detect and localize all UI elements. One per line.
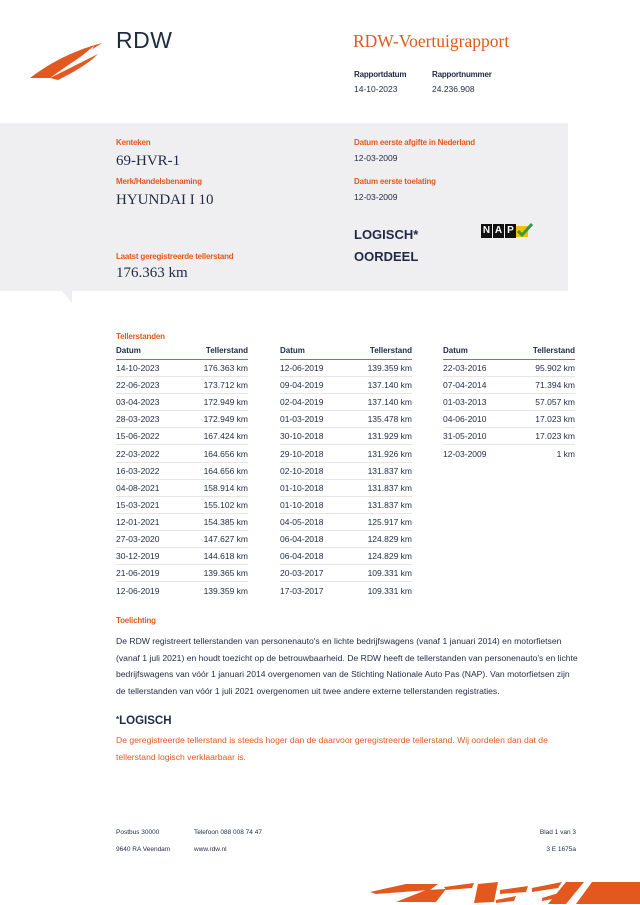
laatst-value: 176.363 km [116, 265, 188, 281]
row-datum: 02-10-2018 [280, 465, 324, 476]
row-datum: 07-04-2014 [443, 380, 487, 391]
table-row [280, 548, 412, 565]
row-tellerstand: 164.656 km [203, 448, 248, 459]
table-row [443, 445, 575, 462]
table-row [280, 428, 412, 445]
table-row [280, 514, 412, 531]
tellerstanden-table-3 [443, 346, 575, 463]
table-row [116, 514, 248, 531]
oordeel-line1: LOGISCH* [354, 227, 419, 242]
row-tellerstand: 131.837 km [367, 499, 412, 510]
table-row [280, 377, 412, 394]
row-datum: 29-10-2018 [280, 448, 324, 459]
nap-letter-p: P [505, 224, 516, 238]
laatst-label: Laatst geregistreerde tellerstand [116, 252, 234, 261]
row-datum: 01-03-2013 [443, 397, 487, 408]
row-datum: 12-06-2019 [280, 363, 324, 374]
table-row [443, 411, 575, 428]
row-tellerstand: 71.394 km [535, 380, 575, 391]
row-datum: 22-03-2022 [116, 448, 160, 459]
rapportdatum-value: 14-10-2023 [354, 84, 398, 94]
table-row [280, 411, 412, 428]
kenteken-label: Kenteken [116, 138, 151, 147]
row-tellerstand: 131.837 km [367, 465, 412, 476]
table-row [280, 480, 412, 497]
toelating-value: 12-03-2009 [354, 192, 398, 202]
row-tellerstand: 17.023 km [535, 414, 575, 425]
row-datum: 16-03-2022 [116, 465, 160, 476]
table-row [116, 582, 248, 599]
row-datum: 06-04-2018 [280, 551, 324, 562]
rapportnummer-label: Rapportnummer [432, 70, 492, 79]
row-tellerstand: 164.656 km [203, 465, 248, 476]
row-tellerstand: 172.949 km [203, 414, 248, 425]
brand-name: RDW [116, 27, 173, 53]
row-tellerstand: 124.829 km [367, 551, 412, 562]
decorative-stripes-icon [366, 878, 640, 905]
row-datum: 04-08-2021 [116, 482, 160, 493]
row-tellerstand: 95.902 km [535, 363, 575, 374]
row-tellerstand: 155.102 km [203, 499, 248, 510]
table-row [116, 445, 248, 462]
row-tellerstand: 1 km [556, 449, 575, 460]
afgifte-value: 12-03-2009 [354, 153, 398, 163]
nap-letter-a: A [494, 225, 503, 236]
col-datum: Datum [443, 346, 468, 355]
row-tellerstand: 144.618 km [203, 551, 248, 562]
row-datum: 21-06-2019 [116, 568, 160, 579]
table-row [280, 463, 412, 480]
row-tellerstand: 17.023 km [535, 431, 575, 442]
row-tellerstand: 167.424 km [203, 431, 248, 442]
table-row [280, 582, 412, 599]
tellerstanden-title: Tellerstanden [116, 332, 165, 341]
merk-label: Merk/Handelsbenaming [116, 177, 202, 186]
table-row [116, 548, 248, 565]
rapportnummer-value: 24.236.908 [432, 84, 475, 94]
table-row [116, 480, 248, 497]
row-tellerstand: 131.926 km [367, 448, 412, 459]
merk-value: HYUNDAI I 10 [116, 192, 214, 208]
row-datum: 03-04-2023 [116, 397, 160, 408]
table-header [116, 346, 248, 360]
row-datum: 28-03-2023 [116, 414, 160, 425]
row-tellerstand: 154.385 km [203, 516, 248, 527]
row-datum: 15-06-2022 [116, 431, 160, 442]
table-row [116, 531, 248, 548]
table-row [116, 411, 248, 428]
toelichting-title: Toelichting [116, 616, 156, 625]
footer-plaats: 9640 RA Veendam [116, 846, 171, 853]
row-tellerstand: 137.140 km [367, 397, 412, 408]
footer-blad: Blad 1 van 3 [539, 829, 576, 836]
row-datum: 12-01-2021 [116, 516, 160, 527]
toelating-label: Datum eerste toelating [354, 177, 436, 186]
row-tellerstand: 172.949 km [203, 397, 248, 408]
footer-postbus: Postbus 30000 [116, 829, 160, 836]
table-row [280, 497, 412, 514]
check-icon [515, 223, 533, 239]
row-datum: 14-10-2023 [116, 363, 160, 374]
table-row [116, 360, 248, 377]
row-datum: 12-06-2019 [116, 585, 160, 596]
row-tellerstand: 135.478 km [367, 414, 412, 425]
logisch-title: LOGISCH [119, 715, 172, 727]
table-row [443, 428, 575, 445]
row-datum: 02-04-2019 [280, 397, 324, 408]
nap-logo [481, 222, 537, 240]
row-datum: 01-03-2019 [280, 414, 324, 425]
table-row [280, 394, 412, 411]
band-notch [62, 291, 72, 303]
table-header [443, 346, 575, 360]
row-tellerstand: 158.914 km [203, 482, 248, 493]
row-datum: 09-04-2019 [280, 380, 324, 391]
row-tellerstand: 147.627 km [203, 533, 248, 544]
table-row [116, 428, 248, 445]
col-datum: Datum [280, 346, 305, 355]
vehicle-info-band [0, 123, 568, 291]
table-row [116, 463, 248, 480]
row-tellerstand: 173.712 km [203, 380, 248, 391]
row-datum: 17-03-2017 [280, 585, 324, 596]
row-datum: 04-06-2010 [443, 414, 487, 425]
report-title: RDW-Voertuigrapport [353, 31, 510, 51]
logisch-star: * [116, 715, 120, 724]
row-datum: 01-10-2018 [280, 499, 324, 510]
row-datum: 30-12-2019 [116, 551, 160, 562]
nap-letter-n: N [482, 225, 491, 236]
logisch-text: De geregistreerde tellerstand is steeds hoger dan de daarvoor geregistreerde tellerstand. Wij oordelen dan dat de tellerstand logisch verklaarbaar is. [116, 735, 548, 762]
row-datum: 30-10-2018 [280, 431, 324, 442]
row-tellerstand: 109.331 km [367, 585, 412, 596]
col-tellerstand: Tellerstand [532, 346, 575, 355]
table-row [116, 565, 248, 582]
table-row [116, 394, 248, 411]
table-row [443, 360, 575, 377]
table-row [116, 377, 248, 394]
row-datum: 12-03-2009 [443, 449, 487, 460]
row-datum: 22-06-2023 [116, 380, 160, 391]
row-datum: 06-04-2018 [280, 533, 324, 544]
row-tellerstand: 137.140 km [367, 380, 412, 391]
table-row [280, 360, 412, 377]
rapportdatum-label: Rapportdatum [354, 70, 407, 79]
row-datum: 20-03-2017 [280, 568, 324, 579]
col-datum: Datum [116, 346, 141, 355]
col-tellerstand: Tellerstand [369, 346, 412, 355]
footer-code: 3 E 1675a [546, 846, 576, 853]
footer-telefoon: Telefoon 088 008 74 47 [194, 829, 262, 836]
rdw-logo-icon [28, 40, 104, 82]
row-tellerstand: 131.929 km [367, 431, 412, 442]
table-row [280, 531, 412, 548]
row-tellerstand: 131.837 km [367, 482, 412, 493]
row-tellerstand: 57.057 km [535, 397, 575, 408]
afgifte-label: Datum eerste afgifte in Nederland [354, 138, 475, 147]
table-row [443, 377, 575, 394]
row-datum: 15-03-2021 [116, 499, 160, 510]
row-tellerstand: 176.363 km [203, 363, 248, 374]
col-tellerstand: Tellerstand [205, 346, 248, 355]
row-datum: 01-10-2018 [280, 482, 324, 493]
logisch-heading [116, 715, 172, 727]
table-row [280, 565, 412, 582]
oordeel-line2: OORDEEL [354, 249, 419, 264]
row-tellerstand: 124.829 km [367, 533, 412, 544]
row-datum: 31-05-2010 [443, 431, 487, 442]
tellerstanden-table-1 [116, 346, 248, 599]
row-tellerstand: 139.359 km [203, 585, 248, 596]
footer-web[interactable]: www.rdw.nl [194, 846, 227, 853]
row-tellerstand: 139.359 km [367, 363, 412, 374]
row-datum: 27-03-2020 [116, 533, 160, 544]
row-datum: 04-05-2018 [280, 516, 324, 527]
kenteken-value: 69-HVR-1 [116, 153, 181, 169]
toelichting-text: De RDW registreert tellerstanden van personenauto's en lichte bedrijfswagens (vanaf 1 januari 2014) en motorfietsen (vanaf 1 juli 2021) en houdt toezicht op de betrouwbaarheid. De RDW heeft de tellerstanden van personenauto's en lichte bedrijfswagens van vóór 1 januari 2014 overgenomen van de Stichting Nationale Auto Pas (NAP). Van motorfietsen zijn de tellerstanden van vóór 1 juli 2021 overgenomen uit twee andere externe tellerstanden registraties. [116, 636, 578, 696]
table-row [116, 497, 248, 514]
row-datum: 22-03-2016 [443, 363, 487, 374]
table-row [443, 394, 575, 411]
row-tellerstand: 109.331 km [367, 568, 412, 579]
tellerstanden-table-2 [280, 346, 412, 599]
row-tellerstand: 139.365 km [203, 568, 248, 579]
row-tellerstand: 125.917 km [367, 516, 412, 527]
table-header [280, 346, 412, 360]
table-row [280, 445, 412, 462]
